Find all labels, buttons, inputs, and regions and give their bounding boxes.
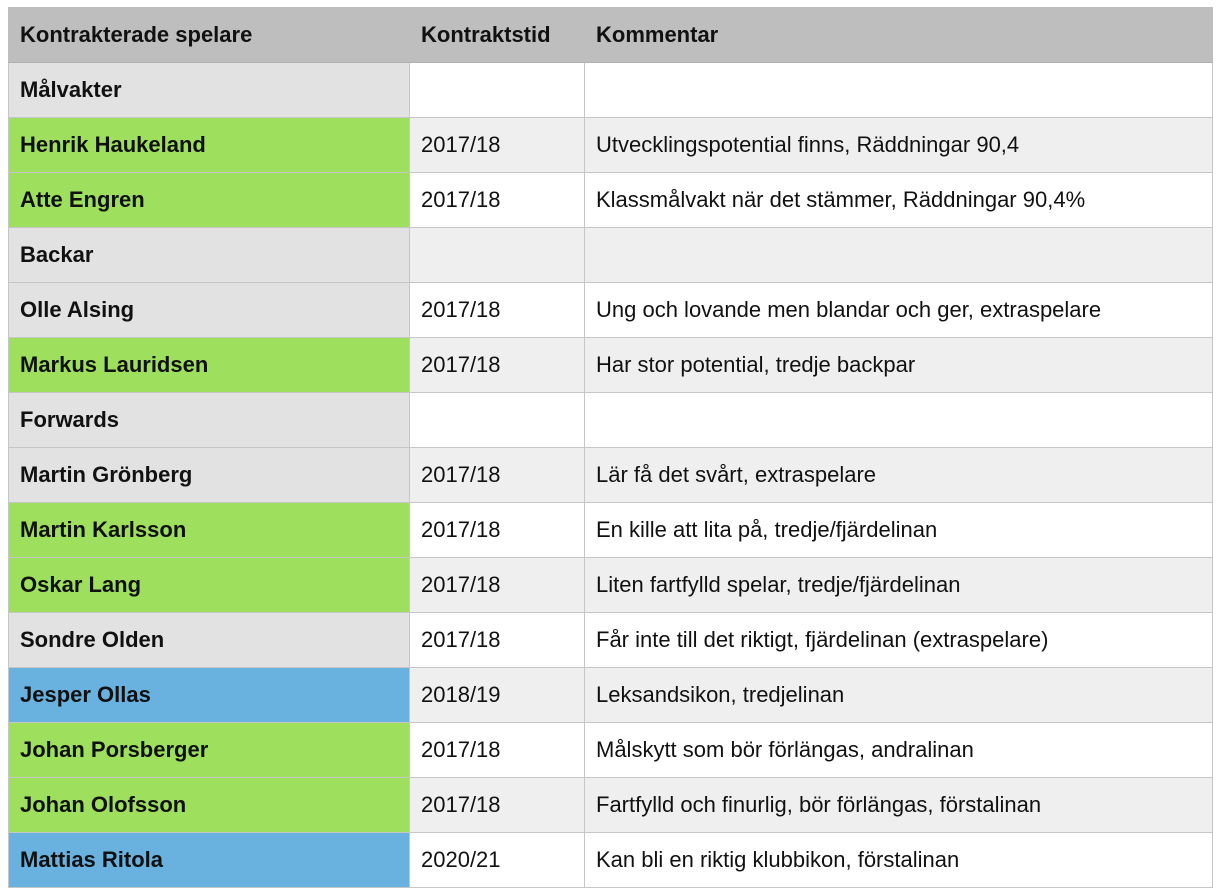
- column-header-comment: Kommentar: [585, 8, 1213, 63]
- comment: Kan bli en riktig klubbikon, förstalinan: [585, 833, 1213, 888]
- section-row: [9, 393, 1213, 448]
- player-name: Atte Engren: [9, 173, 410, 228]
- table-row: [9, 173, 1213, 228]
- contract-term: 2018/19: [410, 668, 585, 723]
- comment: Har stor potential, tredje backpar: [585, 338, 1213, 393]
- comment: En kille att lita på, tredje/fjärdelinan: [585, 503, 1213, 558]
- player-name: Johan Porsberger: [9, 723, 410, 778]
- table-row: [9, 668, 1213, 723]
- comment: Ung och lovande men blandar och ger, extraspelare: [585, 283, 1213, 338]
- contract-term: 2017/18: [410, 613, 585, 668]
- comment: Fartfylld och finurlig, bör förlängas, förstalinan: [585, 778, 1213, 833]
- table-body: [9, 63, 1213, 888]
- table-row: [9, 503, 1213, 558]
- contracted-players-table: [8, 7, 1213, 888]
- player-name: Johan Olofsson: [9, 778, 410, 833]
- contract-term: 2017/18: [410, 173, 585, 228]
- contract-term: 2017/18: [410, 448, 585, 503]
- section-row: [9, 228, 1213, 283]
- player-name: Markus Lauridsen: [9, 338, 410, 393]
- contract-term: [410, 63, 585, 118]
- header-row: [9, 8, 1213, 63]
- comment: [585, 393, 1213, 448]
- contract-term: 2017/18: [410, 723, 585, 778]
- contract-term: [410, 393, 585, 448]
- contract-term: 2017/18: [410, 558, 585, 613]
- contract-term: 2020/21: [410, 833, 585, 888]
- table-row: [9, 118, 1213, 173]
- section-title: Backar: [9, 228, 410, 283]
- comment: Utvecklingspotential finns, Räddningar 90,4: [585, 118, 1213, 173]
- contract-term: [410, 228, 585, 283]
- player-name: Martin Karlsson: [9, 503, 410, 558]
- contract-term: 2017/18: [410, 118, 585, 173]
- table-header: [9, 8, 1213, 63]
- comment: Lär få det svårt, extraspelare: [585, 448, 1213, 503]
- player-name: Sondre Olden: [9, 613, 410, 668]
- table-row: [9, 448, 1213, 503]
- column-header-contract-term: Kontraktstid: [410, 8, 585, 63]
- comment: Får inte till det riktigt, fjärdelinan (extraspelare): [585, 613, 1213, 668]
- column-header-player: Kontrakterade spelare: [9, 8, 410, 63]
- section-title: Målvakter: [9, 63, 410, 118]
- comment: Målskytt som bör förlängas, andralinan: [585, 723, 1213, 778]
- contract-term: 2017/18: [410, 778, 585, 833]
- table-row: [9, 283, 1213, 338]
- table-row: [9, 833, 1213, 888]
- table-row: [9, 723, 1213, 778]
- table-row: [9, 778, 1213, 833]
- contract-term: 2017/18: [410, 503, 585, 558]
- section-title: Forwards: [9, 393, 410, 448]
- comment: Klassmålvakt när det stämmer, Räddningar 90,4%: [585, 173, 1213, 228]
- player-name: Henrik Haukeland: [9, 118, 410, 173]
- player-name: Mattias Ritola: [9, 833, 410, 888]
- contract-term: 2017/18: [410, 283, 585, 338]
- section-row: [9, 63, 1213, 118]
- comment: Leksandsikon, tredjelinan: [585, 668, 1213, 723]
- table-row: [9, 338, 1213, 393]
- player-name: Jesper Ollas: [9, 668, 410, 723]
- comment: Liten fartfylld spelar, tredje/fjärdelinan: [585, 558, 1213, 613]
- table-row: [9, 558, 1213, 613]
- player-name: Martin Grönberg: [9, 448, 410, 503]
- player-name: Olle Alsing: [9, 283, 410, 338]
- contract-term: 2017/18: [410, 338, 585, 393]
- comment: [585, 228, 1213, 283]
- table-row: [9, 613, 1213, 668]
- comment: [585, 63, 1213, 118]
- player-name: Oskar Lang: [9, 558, 410, 613]
